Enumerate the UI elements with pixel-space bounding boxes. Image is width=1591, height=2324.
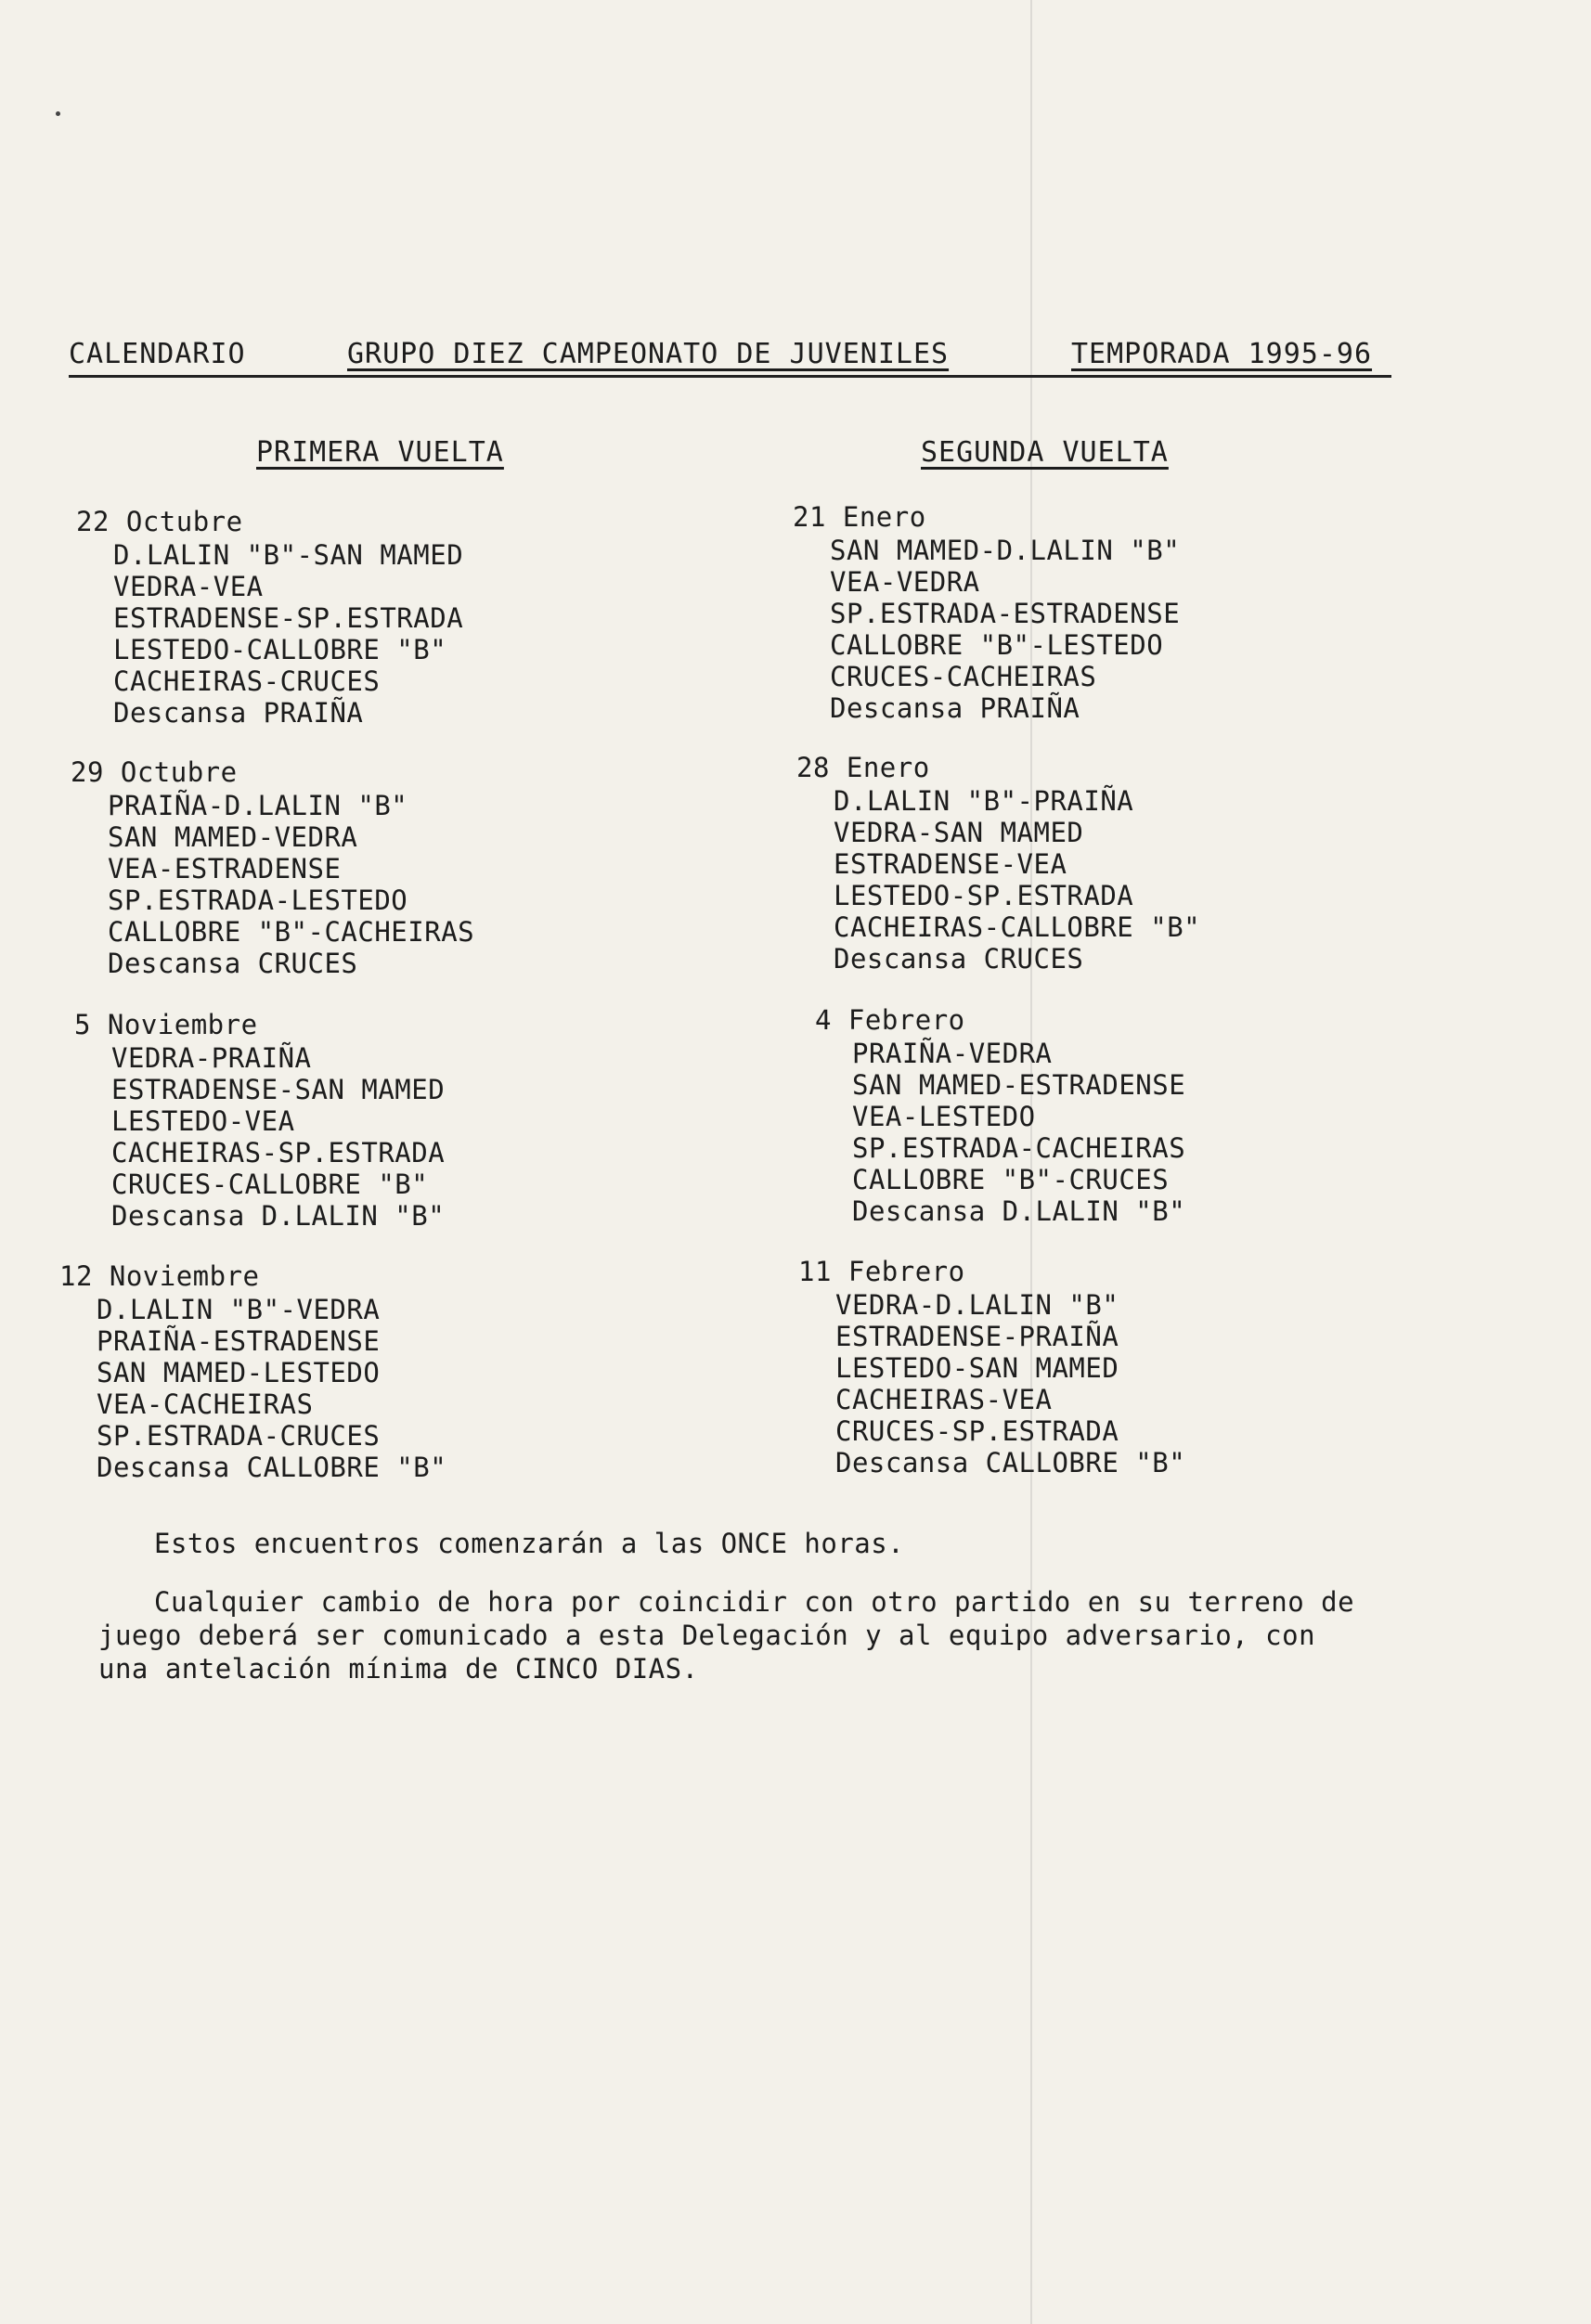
match-line: VEA-CACHEIRAS [97,1388,314,1420]
round-date: 21 Enero [793,501,926,533]
match-line: VEA-LESTEDO [852,1101,1036,1132]
match-line: CACHEIRAS-CALLOBRE "B" [834,911,1201,943]
second-round-title: SEGUNDA VUELTA [921,436,1169,469]
match-list [113,539,463,729]
match-line: D.LALIN "B"-SAN MAMED [113,539,464,571]
rest-team-line: Descansa CRUCES [834,943,1084,975]
paper-speck [56,111,60,116]
rest-team-line: Descansa PRAIÑA [830,692,1080,724]
rest-team-line: Descansa D.LALIN "B" [111,1200,446,1232]
match-line: CALLOBRE "B"-CACHEIRAS [108,916,475,948]
match-line: PRAIÑA-ESTRADENSE [97,1325,381,1357]
match-line: CACHEIRAS-VEA [835,1384,1053,1415]
match-list [852,1038,1185,1227]
header-season: TEMPORADA 1995-96 [1071,338,1373,370]
match-line: VEDRA-PRAIÑA [111,1042,312,1074]
round-block [74,1009,445,1232]
header-rule [69,375,1391,378]
schedule-change-note-line-3: una antelación mínima de CINCO DIAS. [98,1653,699,1685]
match-line: SP.ESTRADA-ESTRADENSE [830,598,1181,629]
rest-team-line: Descansa D.LALIN "B" [852,1195,1186,1227]
match-line: LESTEDO-VEA [111,1105,295,1137]
header-group-title: GRUPO DIEZ CAMPEONATO DE JUVENILES [347,338,950,370]
schedule-change-note-line-2: juego deberá ser comunicado a esta Delegación y al equipo adversario, con [98,1620,1316,1651]
round-block [798,1256,1185,1478]
rest-team-line: Descansa PRAIÑA [113,697,364,729]
match-line: VEDRA-VEA [113,571,264,602]
round-date: 4 Febrero [815,1004,965,1036]
match-line: CACHEIRAS-CRUCES [113,665,381,697]
match-list [97,1294,446,1483]
match-line: SAN MAMED-D.LALIN "B" [830,535,1181,566]
round-block [815,1004,1185,1227]
match-line: VEA-VEDRA [830,566,980,598]
match-line: SP.ESTRADA-CRUCES [97,1420,381,1452]
match-line: LESTEDO-CALLOBRE "B" [113,634,447,665]
match-list [108,790,474,979]
schedule-change-note-line-1: Cualquier cambio de hora por coincidir con otro partido en su terreno de [154,1586,1355,1618]
kickoff-note: Estos encuentros comenzarán a las ONCE horas. [154,1528,905,1559]
match-list [835,1289,1185,1478]
round-block [793,501,1180,724]
match-line: VEDRA-D.LALIN "B" [835,1289,1119,1321]
match-list [830,535,1180,724]
match-line: VEA-ESTRADENSE [108,853,342,884]
match-line: VEDRA-SAN MAMED [834,817,1084,848]
match-line: SP.ESTRADA-LESTEDO [108,884,408,916]
match-line: SP.ESTRADA-CACHEIRAS [852,1132,1186,1164]
round-block [59,1260,446,1483]
first-round-title: PRIMERA VUELTA [256,436,504,469]
match-line: ESTRADENSE-PRAIÑA [835,1321,1119,1352]
document-header [69,338,1396,375]
round-block [796,752,1200,975]
match-line: D.LALIN "B"-VEDRA [97,1294,381,1325]
match-line: SAN MAMED-VEDRA [108,821,358,853]
match-line: CACHEIRAS-SP.ESTRADA [111,1137,446,1168]
match-line: CRUCES-CALLOBRE "B" [111,1168,429,1200]
match-line: D.LALIN "B"-PRAIÑA [834,785,1134,817]
match-line: CRUCES-SP.ESTRADA [835,1415,1119,1447]
header-calendar-label: CALENDARIO [69,338,246,370]
match-line: PRAIÑA-D.LALIN "B" [108,790,408,821]
match-line: CRUCES-CACHEIRAS [830,661,1097,692]
match-line: LESTEDO-SP.ESTRADA [834,880,1134,911]
rest-team-line: Descansa CRUCES [108,948,358,979]
round-date: 29 Octubre [71,756,238,788]
match-line: ESTRADENSE-VEA [834,848,1067,880]
match-line: SAN MAMED-ESTRADENSE [852,1069,1186,1101]
match-line: LESTEDO-SAN MAMED [835,1352,1119,1384]
round-block [71,756,474,979]
match-list [834,785,1200,975]
rest-team-line: Descansa CALLOBRE "B" [97,1452,447,1483]
match-list [111,1042,445,1232]
match-line: CALLOBRE "B"-LESTEDO [830,629,1164,661]
match-line: ESTRADENSE-SAN MAMED [111,1074,446,1105]
match-line: PRAIÑA-VEDRA [852,1038,1053,1069]
match-line: SAN MAMED-LESTEDO [97,1357,381,1388]
round-block [76,506,463,729]
rest-team-line: Descansa CALLOBRE "B" [835,1447,1186,1478]
round-date: 11 Febrero [798,1256,965,1287]
match-line: ESTRADENSE-SP.ESTRADA [113,602,464,634]
match-line: CALLOBRE "B"-CRUCES [852,1164,1170,1195]
round-date: 12 Noviembre [59,1260,260,1292]
round-date: 22 Octubre [76,506,243,537]
round-date: 5 Noviembre [74,1009,258,1040]
round-date: 28 Enero [796,752,930,783]
